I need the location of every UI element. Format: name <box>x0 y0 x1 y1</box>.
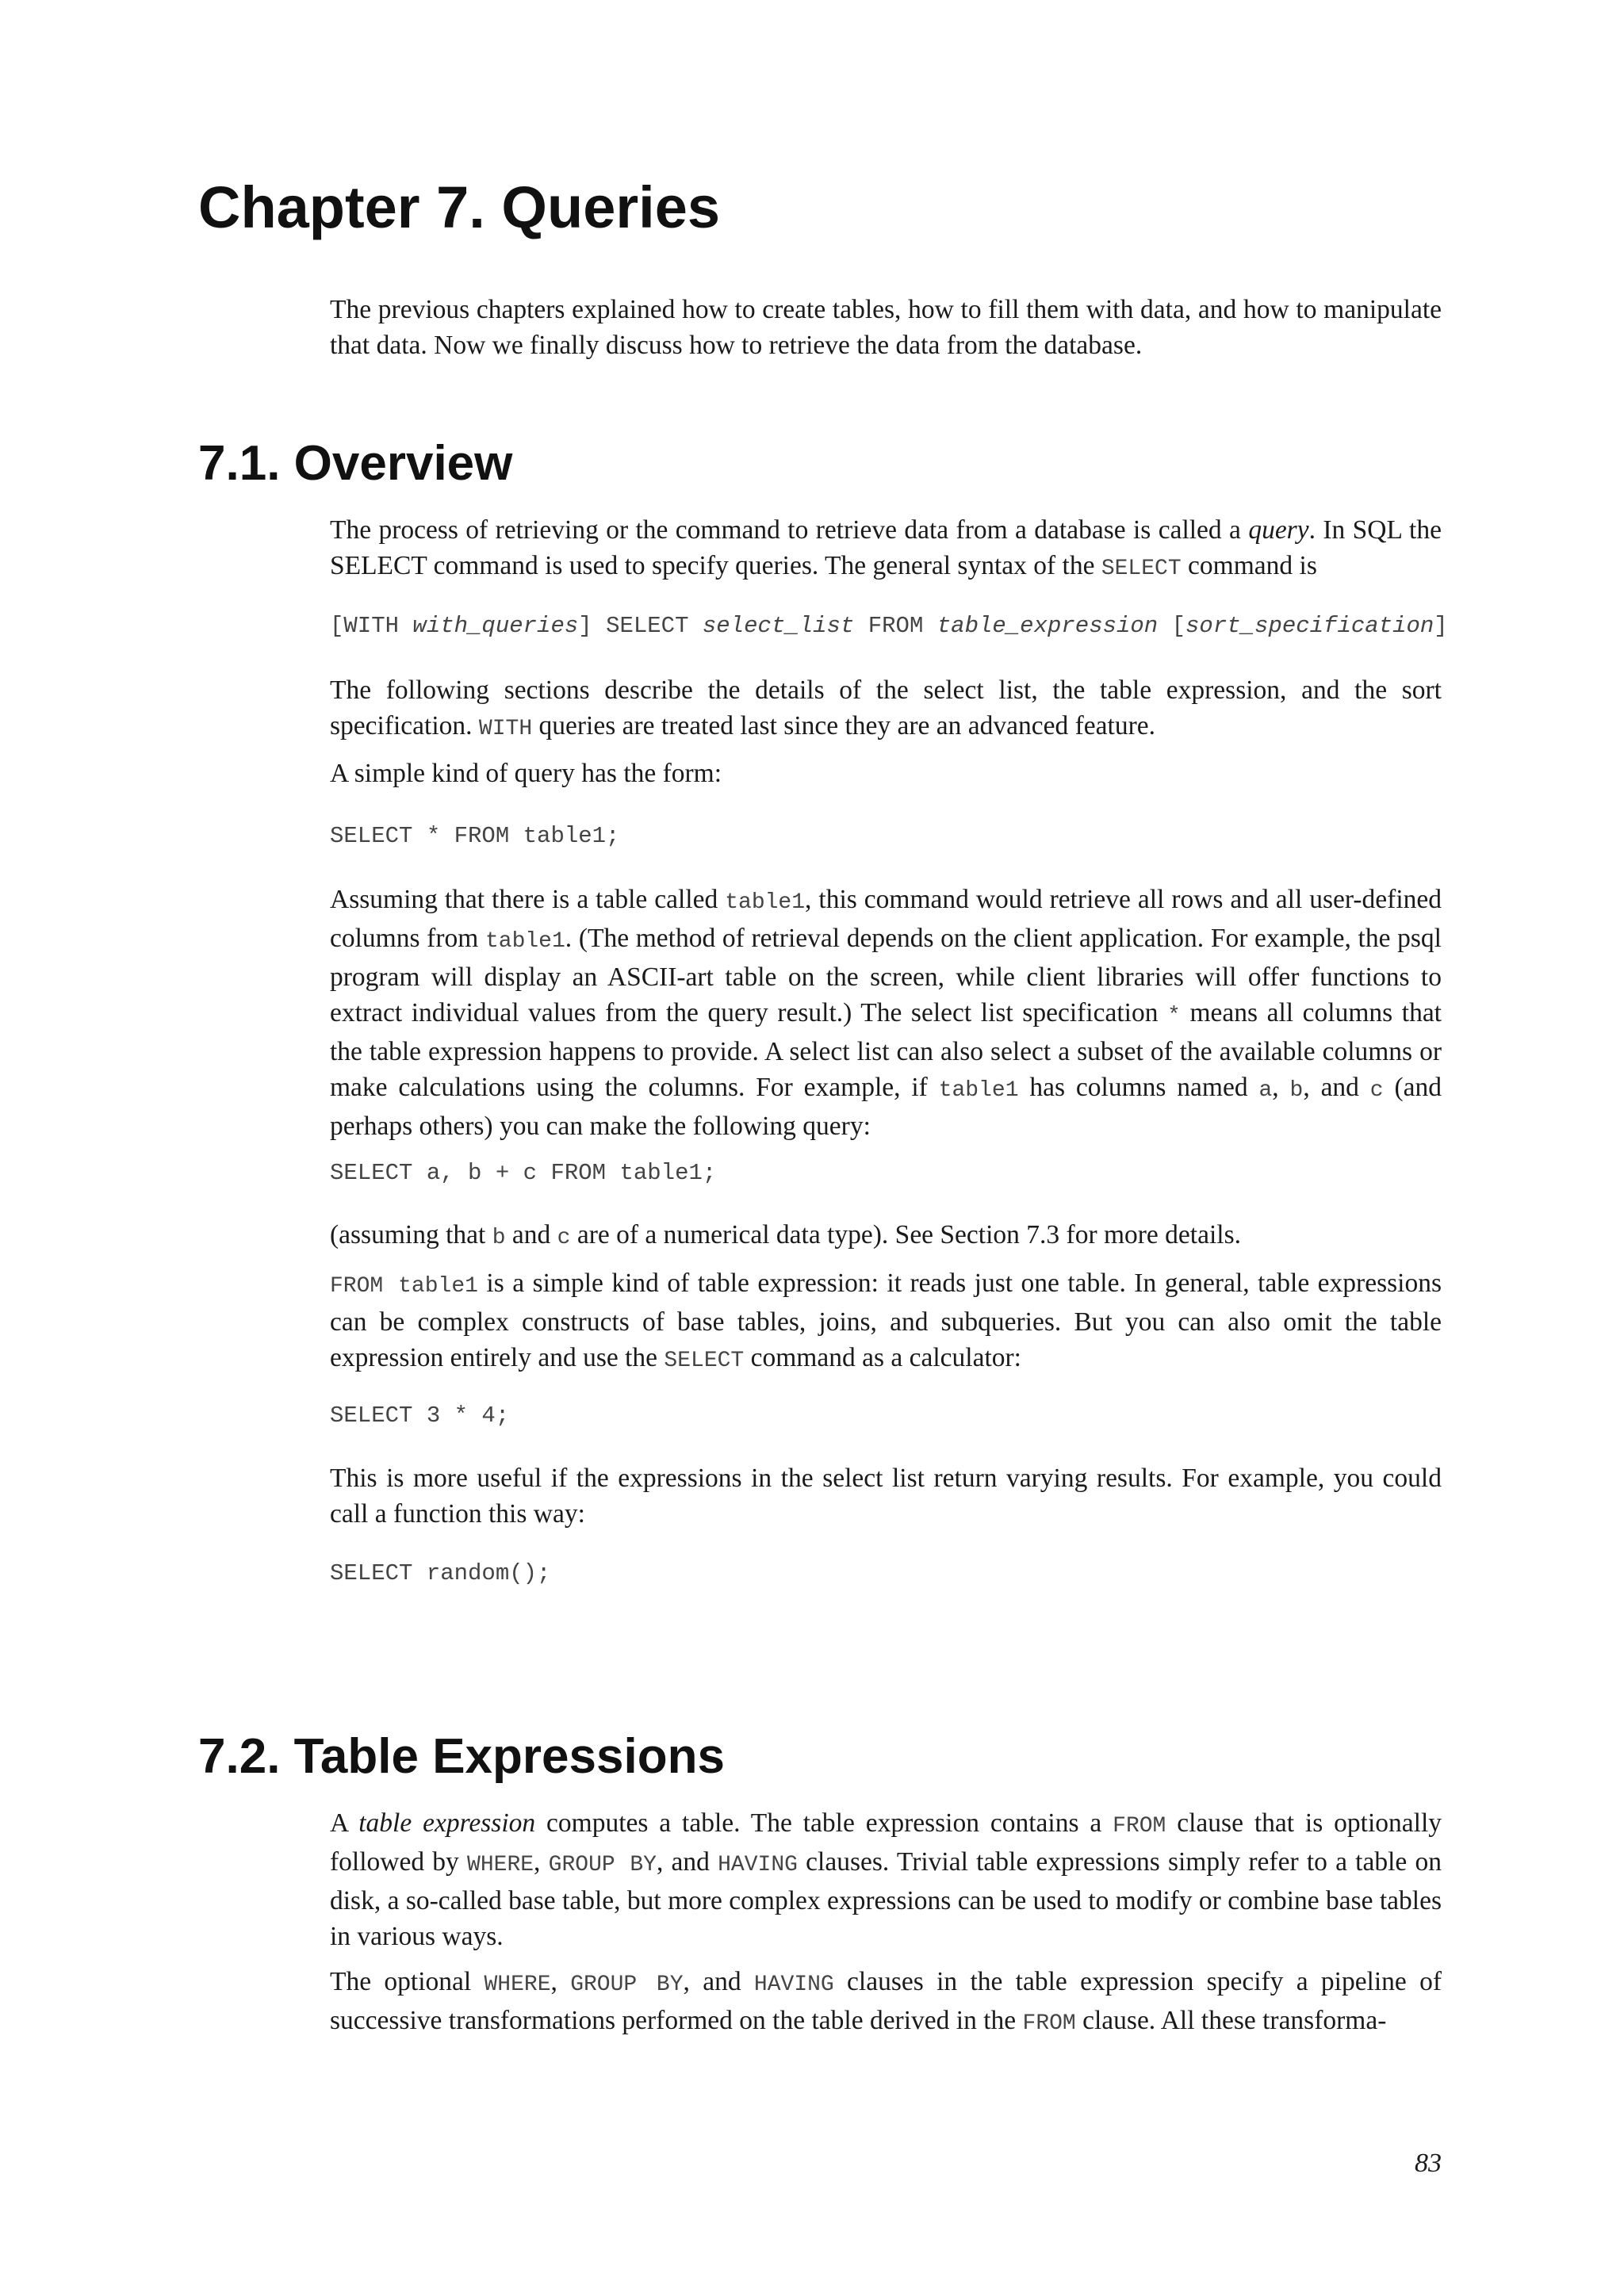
overview-paragraph-3: A simple kind of query has the form: <box>330 759 722 788</box>
code-example-random: SELECT random(); <box>330 1560 551 1586</box>
page-number: 83 <box>1415 2149 1442 2178</box>
section-7-1-title: 7.1. Overview <box>198 436 513 491</box>
table-expressions-paragraph-2: The optional WHERE, GROUP BY, and HAVING clauses in the table expression specify a pipeline of successive transformations performed on the table derived in the FROM clause. All these transforma- <box>330 1967 1442 2036</box>
term-query: query <box>1248 515 1309 545</box>
overview-paragraph-2: The following sections describe the details of the select list, the table expression, and the sort specification. WITH queries are treated last since they are an advanced feature. <box>330 675 1442 741</box>
code-example-select-columns: SELECT a, b + c FROM table1; <box>330 1160 717 1186</box>
overview-paragraph-7: This is more useful if the expressions in the select list return varying results. For example, you could call a function this way: <box>330 1464 1442 1529</box>
code-example-calculator: SELECT 3 * 4; <box>330 1402 510 1429</box>
chapter-title: Chapter 7. Queries <box>198 174 721 240</box>
table-expressions-paragraph-1: A table expression computes a table. The table expression contains a FROM clause that is optionally followed by WHERE, GROUP BY, and HAVING clauses. Trivial table expressions simply refer to a table on disk, a so-called base table, but more complex expressions can be used to modify or combine base tables in various ways. <box>330 1808 1442 1951</box>
term-table-expression: table expression <box>358 1808 536 1838</box>
overview-paragraph-5: (assuming that b and c are of a numerical data type). See Section 7.3 for more details. <box>330 1220 1242 1250</box>
overview-paragraph-1: The process of retrieving or the command to retrieve data from a database is called a query. In SQL the SELECT command is used to specify queries. The general syntax of the SELECT command is <box>330 515 1442 581</box>
select-syntax-block: [WITH with_queries] SELECT select_list FROM table_expression [sort_specification] <box>330 613 1448 639</box>
section-7-2-title: 7.2. Table Expressions <box>198 1729 725 1784</box>
chapter-intro: The previous chapters explained how to create tables, how to fill them with data, and how to manipulate that data. Now we finally discuss how to retrieve the data from the database. <box>330 295 1442 360</box>
code-example-select-all: SELECT * FROM table1; <box>330 823 620 849</box>
overview-paragraph-6: FROM table1 is a simple kind of table expression: it reads just one table. In general, table expressions can be complex constructs of base tables, joins, and subqueries. But you can also omit the table expression entirely and use the SELECT command as a calculator: <box>330 1269 1442 1373</box>
overview-paragraph-4: Assuming that there is a table called table1, this command would retrieve all rows and all user-defined columns from table1. (The method of retrieval depends on the client application. For example, the psql program will display an ASCII-art table on the screen, while client libraries will offer functions to extract individual values from the query result.) The select list specification * means all columns that the table expression happens to provide. A select list can also select a subset of the available columns or make calculations using the columns. For example, if table1 has columns named a, b, and c (and perhaps others) you can make the following query: <box>330 885 1442 1141</box>
